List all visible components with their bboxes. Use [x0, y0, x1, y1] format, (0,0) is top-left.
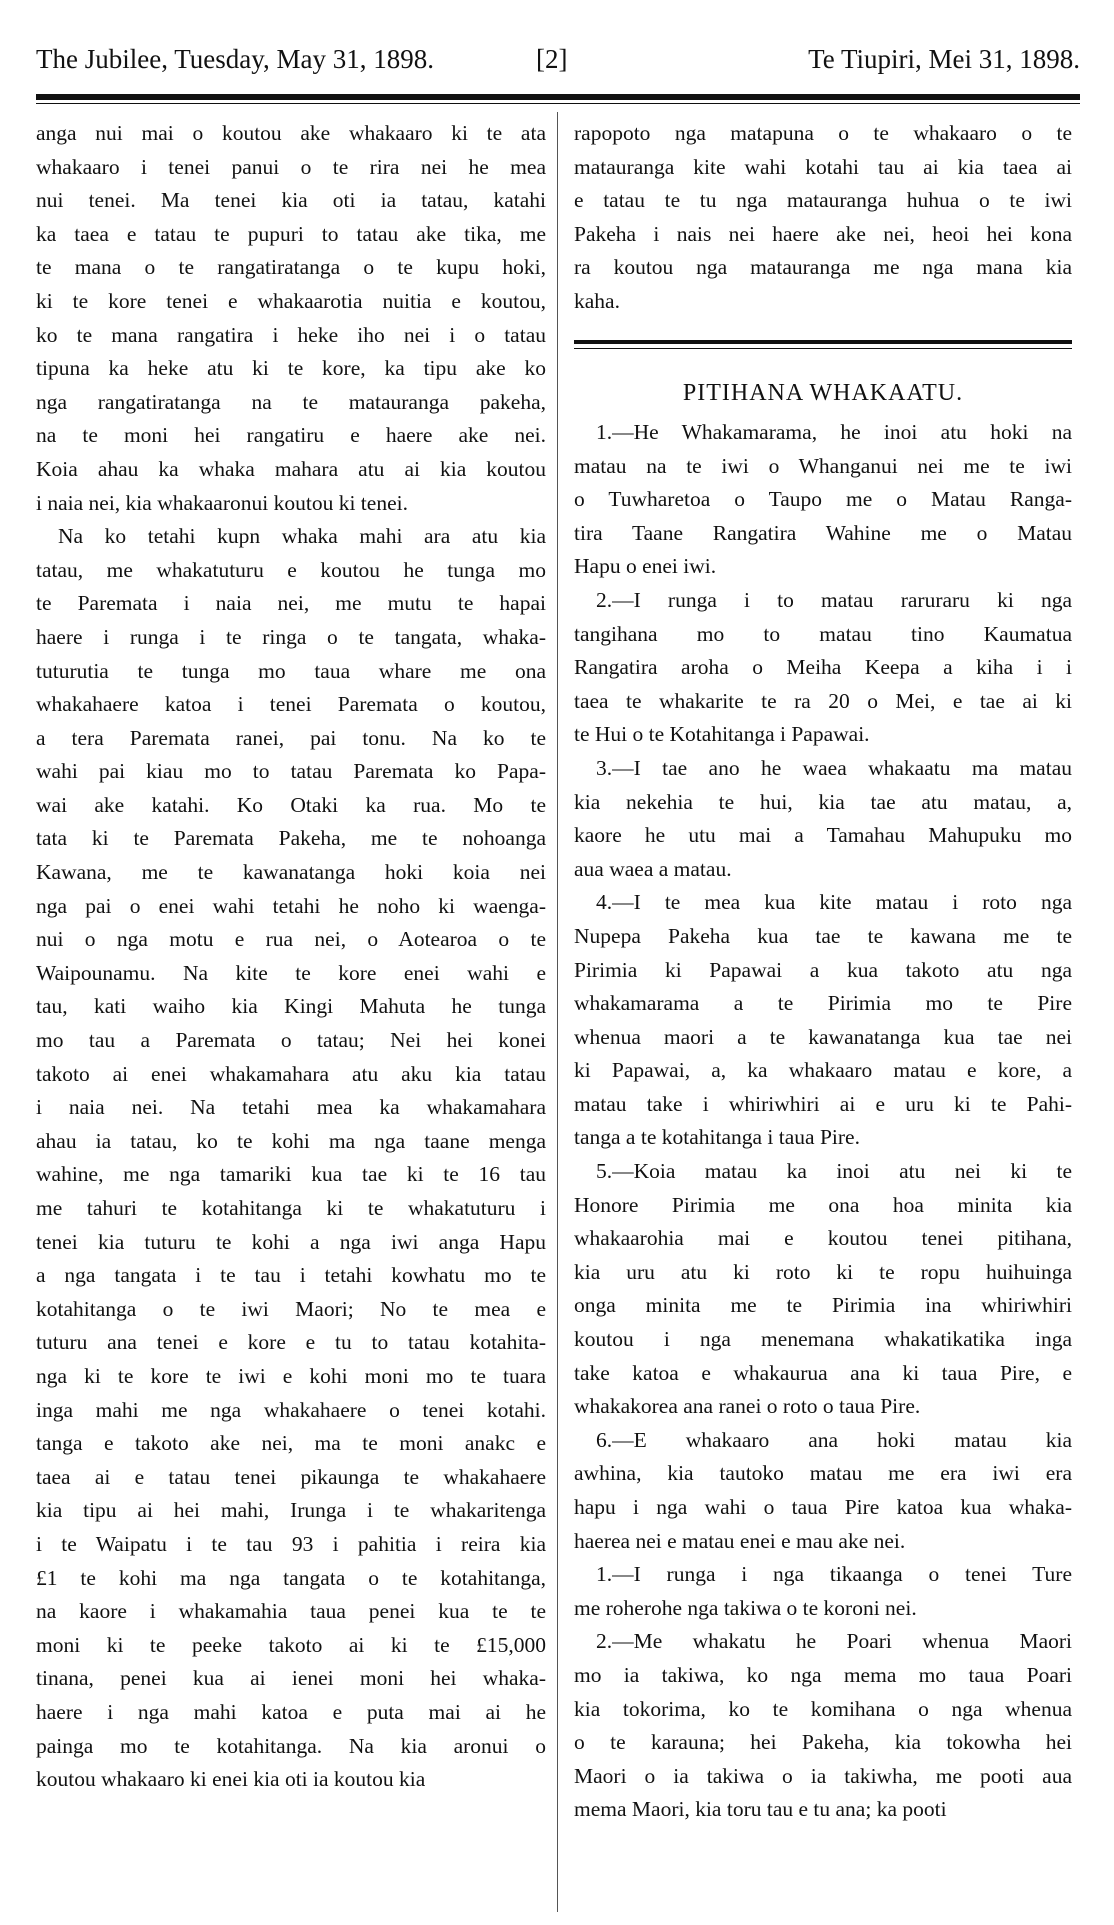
text-line: te Paremata i naia nei, me mutu te hapai: [36, 591, 546, 616]
text-line: taea te whakarite te ra 20 o Mei, e tae ai ki: [574, 688, 1072, 713]
text-line: koutou i nga menemana whakatikatika inga: [574, 1327, 1072, 1352]
text-line: whakamarama a te Pirimia mo te Pire: [574, 991, 1072, 1016]
text-line: te Hui o te Kotahitanga i Papawai.: [574, 722, 870, 747]
text-line: takoto ai enei whakamahara atu aku kia tatau: [36, 1061, 546, 1086]
text-line: kia nekehia te hui, kia tae atu matau, a,: [574, 789, 1072, 814]
text-line: haere i nga mahi katoa e puta mai ai he: [36, 1699, 546, 1724]
text-line: moni ki te peeke takoto ai ki te £15,000: [36, 1632, 546, 1657]
text-line: kia uru atu ki roto ki te ropu huihuinga: [574, 1259, 1072, 1284]
text-line: taea ai e tatau tenei pikaunga te whakahaere: [36, 1464, 546, 1489]
text-line: Hapu o enei iwi.: [574, 554, 717, 579]
text-line: Pakeha i nais nei haere ake nei, heoi hei kona: [574, 221, 1072, 246]
text-line: tata ki te Paremata Pakeha, me te nohoanga: [36, 826, 546, 851]
text-line: matau na te iwi o Whanganui nei me te iwi: [574, 453, 1072, 478]
text-line: wai ake katahi. Ko Otaki ka rua. Mo te: [36, 792, 546, 817]
text-line: hapu i nga wahi o taua Pire katoa kua whaka-: [574, 1495, 1072, 1519]
header-title-maori: Te Tiupiri, Mei 31, 1898.: [808, 44, 1080, 74]
text-line: me roherohe nga takiwa o te koroni nei.: [574, 1595, 917, 1620]
text-line: ko te mana rangatira i heke iho nei i o tatau: [36, 322, 546, 347]
header-rule-thick: [36, 94, 1080, 100]
section-rule-thin: [574, 348, 1072, 349]
page-number: [2]: [536, 44, 568, 74]
text-line: Nupepa Pakeha kua tae te kawana me te: [574, 923, 1072, 948]
text-line: whakakorea ana ranei o roto o taua Pire.: [574, 1394, 921, 1419]
text-line: a tera Paremata ranei, pai tonu. Na ko te: [36, 725, 546, 750]
left-column: [36, 117, 546, 1797]
text-line: awhina, kia tautoko matau me era iwi era: [574, 1461, 1072, 1486]
text-line: nui o nga motu e rua nei, o Aotearoa o te: [36, 927, 546, 952]
text-line: Koia ahau ka whaka mahara atu ai kia koutou: [36, 456, 546, 481]
text-line: tau, kati waiho kia Kingi Mahuta he tunga: [36, 994, 546, 1019]
text-line: whakahaere katoa i tenei Paremata o koutou,: [36, 692, 546, 717]
text-line: kia tipu ai hei mahi, Irunga i te whakaritenga: [36, 1498, 546, 1523]
text-line: o Tuwharetoa o Taupo me o Matau Ranga-: [574, 487, 1072, 512]
text-line: wahi pai kiau mo to tatau Paremata ko Papa-: [36, 759, 546, 784]
text-line: tatau, me whakatuturu e koutou he tunga mo: [36, 557, 546, 582]
header-rule-thin: [36, 103, 1080, 104]
text-line: me tahuri te kotahitanga ki te whakatuturu i: [36, 1196, 546, 1220]
text-line: tangihana mo to matau tino Kaumatua: [574, 621, 1072, 646]
text-line: ki te kore tenei e whakaarotia nuitia e koutou,: [36, 288, 546, 313]
text-line: na kaore i whakamahia taua penei kua te te: [36, 1599, 546, 1624]
text-line: mo tau a Paremata o tatau; Nei hei konei: [36, 1028, 546, 1053]
text-line: Kawana, me te kawanatanga hoki koia nei: [36, 860, 546, 885]
text-line: £1 te kohi ma nga tangata o te kotahitanga,: [36, 1565, 546, 1590]
section-title: PITIHANA WHAKAATU.: [682, 380, 964, 406]
text-line: anga nui mai o koutou ake whakaaro ki te ata: [36, 121, 546, 145]
text-line: matauranga kite wahi kotahi tau ai kia taea ai: [574, 154, 1072, 179]
text-line: tira Taane Rangatira Wahine me o Matau: [574, 520, 1072, 545]
text-line: tanga e takoto ake nei, ma te moni anakc e: [36, 1431, 546, 1456]
text-line: aua waea a matau.: [574, 856, 732, 881]
text-line: te mana o te rangatiratanga o te kupu hoki,: [36, 255, 546, 280]
text-line: Honore Pirimia me ona hoa minita kia: [574, 1192, 1072, 1217]
text-line: koutou whakaaro ki enei kia oti ia koutou kia: [36, 1767, 426, 1792]
text-line: rapopoto nga matapuna o te whakaaro o te: [574, 121, 1072, 145]
text-line: onga minita me te Pirimia ina whiriwhiri: [574, 1293, 1072, 1318]
text-line: i naia nei, kia whakaaronui koutou ki tenei.: [36, 490, 408, 515]
right-column-top: [574, 117, 1072, 319]
text-line: ki Papawai, a, ka whakaaro matau e kore, a: [574, 1058, 1072, 1083]
text-line: Pirimia ki Papawai a kua takoto atu nga: [574, 957, 1072, 982]
text-line: 1.—He Whakamarama, he inoi atu hoki na: [596, 420, 1072, 444]
text-line: 5.—Koia matau ka inoi atu nei ki te: [596, 1159, 1072, 1184]
text-line: tuturutia te tunga mo taua whare me ona: [36, 658, 546, 683]
text-line: nga rangatiratanga na te matauranga pakeha,: [36, 389, 546, 414]
section-rule-thick: [574, 340, 1072, 344]
text-line: a nga tangata i te tau i tetahi kowhatu mo te: [36, 1263, 546, 1288]
text-line: ka taea e tatau te pupuri to tatau ake tika, me: [36, 221, 546, 246]
text-line: 4.—I te mea kua kite matau i roto nga: [596, 890, 1072, 915]
text-line: i te Waipatu i te tau 93 i pahitia i reira kia: [36, 1531, 546, 1556]
text-line: matau take i whiriwhiri ai e uru ki te Pahi-: [574, 1091, 1072, 1116]
page-header: [36, 44, 1080, 84]
text-line: kaha.: [574, 288, 620, 313]
petition-body: [574, 416, 1072, 1827]
text-line: nga ki te kore te iwi e kohi moni mo te tuara: [36, 1363, 546, 1388]
text-line: e tatau te tu nga matauranga huhua o te iwi: [574, 188, 1072, 213]
text-line: Maori o ia takiwa o ia takiwha, me pooti aua: [574, 1763, 1072, 1788]
text-line: Na ko tetahi kupn whaka mahi ara atu kia: [58, 524, 546, 549]
text-line: 3.—I tae ano he waea whakaatu ma matau: [596, 755, 1072, 780]
text-line: Rangatira aroha o Meiha Keepa a kiha i i: [574, 655, 1072, 680]
text-line: whenua maori a te kawanatanga kua tae nei: [574, 1024, 1072, 1049]
column-divider: [557, 112, 558, 1912]
text-line: tuturu ana tenei e kore e tu to tatau kotahita-: [36, 1330, 546, 1355]
text-line: nga pai o enei wahi tetahi he noho ki waenga-: [36, 893, 546, 918]
text-line: whakaarohia mai e koutou tenei pitihana,: [574, 1226, 1072, 1251]
text-line: Waipounamu. Na kite te kore enei wahi e: [36, 960, 546, 985]
text-line: nui tenei. Ma tenei kia oti ia tatau, katahi: [36, 188, 546, 213]
text-line: tanga a te kotahitanga i taua Pire.: [574, 1125, 860, 1150]
text-line: tinana, penei kua ai ienei moni hei whaka-: [36, 1666, 546, 1691]
text-line: wahine, me nga tamariki kua tae ki te 16 tau: [36, 1162, 546, 1187]
text-line: tipuna ka heke atu ki te kore, ka tipu ake ko: [36, 356, 546, 381]
text-line: kia tokorima, ko te komihana o nga whenua: [574, 1696, 1072, 1721]
text-line: 6.—E whakaaro ana hoki matau kia: [596, 1427, 1072, 1452]
text-line: haere i runga i te ringa o te tangata, whaka-: [36, 624, 546, 649]
text-line: tenei kia tuturu te kohi a nga iwi anga Hapu: [36, 1229, 546, 1254]
text-line: whakaaro i tenei panui o te rira nei he mea: [36, 154, 546, 179]
text-line: inga mahi me nga whakahaere o tenei kotahi.: [36, 1397, 546, 1422]
text-line: 2.—I runga i to matau raruraru ki nga: [596, 587, 1072, 612]
text-line: kotahitanga o te iwi Maori; No te mea e: [36, 1296, 546, 1321]
text-line: 2.—Me whakatu he Poari whenua Maori: [596, 1629, 1072, 1654]
petition-section: [574, 376, 1072, 1827]
text-line: take katoa e whakaurua ana ki taua Pire, e: [574, 1360, 1072, 1385]
text-line: na te moni hei rangatiru e haere ake nei.: [36, 423, 546, 448]
header-title-english: The Jubilee, Tuesday, May 31, 1898.: [36, 44, 434, 74]
text-line: mo ia takiwa, ko nga mema mo taua Poari: [574, 1662, 1072, 1687]
text-line: painga mo te kotahitanga. Na kia aronui o: [36, 1733, 546, 1758]
text-line: o te karauna; hei Pakeha, kia tokowha hei: [574, 1730, 1072, 1755]
text-line: mema Maori, kia toru tau e tu ana; ka pooti: [574, 1797, 947, 1822]
text-line: ahau ia tatau, ko te kohi ma nga taane menga: [36, 1128, 546, 1153]
text-line: i naia nei. Na tetahi mea ka whakamahara: [36, 1095, 546, 1120]
text-line: ra koutou nga matauranga me nga mana kia: [574, 255, 1072, 280]
text-line: 1.—I runga i nga tikaanga o tenei Ture: [596, 1562, 1072, 1587]
text-line: kaore he utu mai a Tamahau Mahupuku mo: [574, 823, 1072, 848]
text-line: haerea nei e matau enei e mau ake nei.: [574, 1528, 906, 1553]
